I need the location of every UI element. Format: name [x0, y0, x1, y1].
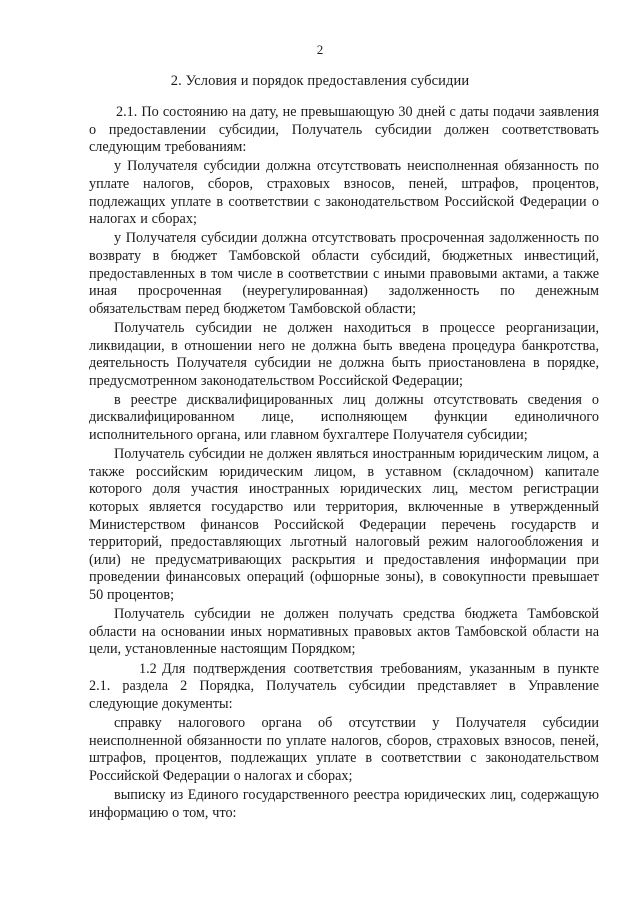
section-title: 2. Условия и порядок предоставления субсидии — [170, 73, 470, 89]
document-tax-certificate: справку налогового органа об отсутствии у Получателя субсидии неисполненной обязанности по уплате налогов, сборов, страховых взносов, пеней, штрафов, процентов, подлежащих уплате в соответствии с законодательством Российской Федерации о налогах и сборах; — [89, 714, 599, 784]
requirement-no-disqualified-persons: в реестре дисквалифицированных лиц должны отсутствовать сведения о дисквалифицированном лице, исполняющем функции единоличного исполнительного органа, или главном бухгалтере Получателя субсидии; — [89, 391, 599, 444]
paragraph-2-1: 2.1. По состоянию на дату, не превышающую 30 дней с даты подачи заявления о предоставлении субсидии, Получатель субсидии должен соответствовать следующим требованиям: — [89, 104, 599, 156]
requirement-no-budget-debt: у Получателя субсидии должна отсутствовать просроченная задолженность по возврату в бюджет Тамбовской области субсидий, бюджетных инвестиций, предоставленных в том числе в соответствии с иными правовыми актами, а также иная просроченная (неурегулированная) задолженность по денежным обязательствам перед бюджетом Тамбовской области; — [89, 230, 599, 317]
requirement-no-reorganization: Получатель субсидии не должен находиться в процессе реорганизации, ликвидации, в отношении него не должна быть введена процедура банкротства, деятельность Получателя субсидии не должна быть приостановлена в порядке, предусмотренном законодательством Российской Федерации; — [89, 319, 599, 389]
paragraph-1-2 — [89, 661, 599, 714]
paragraph-1-2-number: 1.2 — [139, 660, 157, 677]
requirement-no-other-budget-funds: Получатель субсидии не должен получать средства бюджета Тамбовской области на основании иных нормативных правовых актов Тамбовской области на цели, установленные настоящим Порядком; — [89, 606, 599, 658]
requirement-no-foreign-share: Получатель субсидии не должен являться иностранным юридическим лицом, а также российским юридическим лицом, в уставном (складочном) капитале которого доля участия иностранных юридических лиц, местом регистрации которых является государство или территория, включенные в утвержденный Министерством финансов Российской Федерации перечень государств и территорий, предоставляющих льготный налоговый режим налогообложения и (или) не предусматривающих раскрытия и предоставления информации при проведении финансовых операций (офшорные зоны), в совокупности превышает 50 процентов; — [89, 446, 599, 603]
document-egrul-extract: выписку из Единого государственного реестра юридических лиц, содержащую информацию о том, что: — [89, 786, 599, 821]
requirement-no-tax-debt: у Получателя субсидии должна отсутствовать неисполненная обязанность по уплате налогов, сборов, страховых взносов, пеней, штрафов, процентов, подлежащих уплате в соответствии с законодательством Российской Федерации о налогах и сборах; — [89, 158, 599, 228]
paragraph-1-2-text: Для подтверждения соответствия требованиям, указанным в пункте 2.1. раздела 2 Порядка, Получатель субсидии представляет в Управление следующие документы: — [89, 660, 599, 712]
page-number: 2 — [316, 42, 324, 57]
document-body — [89, 104, 599, 824]
